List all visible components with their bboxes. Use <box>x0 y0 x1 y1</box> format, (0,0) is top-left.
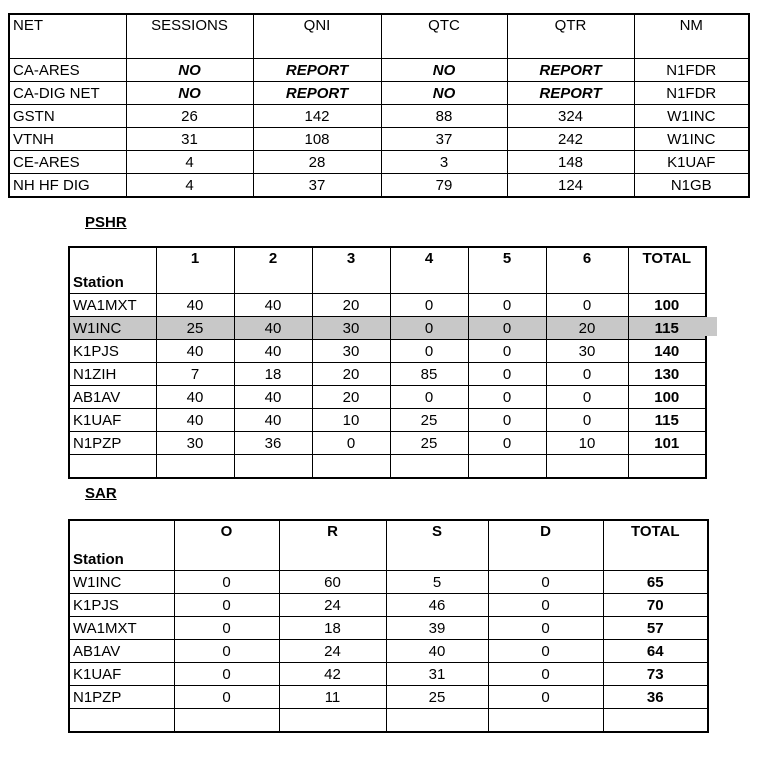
table-cell: 0 <box>174 617 279 640</box>
table-cell: 20 <box>312 386 390 409</box>
table-cell: 4 <box>126 151 253 174</box>
table-cell: 40 <box>156 294 234 317</box>
table-cell: 28 <box>253 151 381 174</box>
table-cell: 25 <box>386 686 488 709</box>
table-cell: 108 <box>253 128 381 151</box>
table-cell: CA-DIG NET <box>9 82 126 105</box>
table-cell: 20 <box>312 363 390 386</box>
pshr-header-1: 1 <box>156 247 234 294</box>
table-cell: 0 <box>488 640 603 663</box>
table-cell: 0 <box>488 617 603 640</box>
pshr-header-6: 6 <box>546 247 628 294</box>
table-cell: 0 <box>390 386 468 409</box>
table-row <box>69 617 708 640</box>
table-cell: 142 <box>253 105 381 128</box>
table-cell: 242 <box>507 128 634 151</box>
sar-header-station: Station <box>69 520 174 571</box>
table-cell: 36 <box>603 686 708 709</box>
table-cell: 0 <box>488 594 603 617</box>
pshr-table-header-row <box>69 247 706 294</box>
table-cell: 148 <box>507 151 634 174</box>
table-cell: 0 <box>312 432 390 455</box>
table-row <box>69 409 706 432</box>
net-table-header-net: NET <box>9 14 126 59</box>
table-row <box>69 640 708 663</box>
table-cell: 0 <box>468 409 546 432</box>
table-cell: 0 <box>488 571 603 594</box>
table-cell: W1INC <box>634 105 749 128</box>
table-cell: 0 <box>546 409 628 432</box>
table-cell: 30 <box>312 317 390 340</box>
row-highlight-overflow <box>705 317 717 336</box>
table-cell: 0 <box>488 686 603 709</box>
table-cell: K1PJS <box>69 340 156 363</box>
table-cell: GSTN <box>9 105 126 128</box>
table-cell: NO <box>381 59 507 82</box>
pshr-header-station: Station <box>69 247 156 294</box>
table-cell: 101 <box>628 432 706 455</box>
table-cell: 31 <box>386 663 488 686</box>
table-cell: 0 <box>174 640 279 663</box>
table-cell: 24 <box>279 594 386 617</box>
table-cell: NO <box>126 82 253 105</box>
table-cell: 115 <box>628 409 706 432</box>
table-cell: N1PZP <box>69 686 174 709</box>
table-row <box>9 82 749 105</box>
table-cell: 26 <box>126 105 253 128</box>
table-cell: 0 <box>546 363 628 386</box>
table-cell <box>468 455 546 479</box>
pshr-header-3: 3 <box>312 247 390 294</box>
table-cell: 42 <box>279 663 386 686</box>
table-row <box>69 686 708 709</box>
sar-header-s: S <box>386 520 488 571</box>
table-cell: 0 <box>174 571 279 594</box>
pshr-table <box>68 246 707 479</box>
table-cell: 57 <box>603 617 708 640</box>
table-cell: K1UAF <box>69 409 156 432</box>
table-cell: 11 <box>279 686 386 709</box>
table-cell: 7 <box>156 363 234 386</box>
table-row <box>9 128 749 151</box>
table-cell: 37 <box>381 128 507 151</box>
table-cell: 0 <box>546 386 628 409</box>
table-cell: NO <box>126 59 253 82</box>
table-row <box>69 363 706 386</box>
pshr-header-2: 2 <box>234 247 312 294</box>
table-cell: 73 <box>603 663 708 686</box>
table-cell: 10 <box>546 432 628 455</box>
table-cell: 100 <box>628 386 706 409</box>
table-cell: 3 <box>381 151 507 174</box>
table-cell <box>603 709 708 733</box>
table-cell <box>174 709 279 733</box>
net-table-header-sessions: SESSIONS <box>126 14 253 59</box>
table-row <box>69 386 706 409</box>
table-cell: REPORT <box>253 82 381 105</box>
table-cell: WA1MXT <box>69 617 174 640</box>
net-table-header-row <box>9 14 749 59</box>
table-cell: 100 <box>628 294 706 317</box>
table-cell: 31 <box>126 128 253 151</box>
table-cell: 40 <box>234 340 312 363</box>
table-cell: 24 <box>279 640 386 663</box>
table-row <box>9 105 749 128</box>
table-cell: REPORT <box>507 82 634 105</box>
table-cell: K1UAF <box>69 663 174 686</box>
table-cell: 30 <box>312 340 390 363</box>
table-cell: 0 <box>174 686 279 709</box>
table-cell: 25 <box>390 409 468 432</box>
table-cell: K1PJS <box>69 594 174 617</box>
table-cell: 79 <box>381 174 507 198</box>
table-row <box>69 594 708 617</box>
table-cell: 0 <box>468 432 546 455</box>
table-cell: 0 <box>390 317 468 340</box>
table-cell: AB1AV <box>69 640 174 663</box>
pshr-header-total: TOTAL <box>628 247 706 294</box>
table-cell: 0 <box>488 663 603 686</box>
table-cell: 10 <box>312 409 390 432</box>
table-cell: 124 <box>507 174 634 198</box>
table-row <box>69 432 706 455</box>
table-cell: 140 <box>628 340 706 363</box>
table-cell: N1PZP <box>69 432 156 455</box>
table-cell: 30 <box>156 432 234 455</box>
sar-header-r: R <box>279 520 386 571</box>
table-cell: 0 <box>468 386 546 409</box>
table-cell: W1INC <box>69 571 174 594</box>
table-cell: NH HF DIG <box>9 174 126 198</box>
table-cell: 64 <box>603 640 708 663</box>
pshr-heading: PSHR <box>85 214 127 231</box>
table-cell <box>234 455 312 479</box>
table-cell: 40 <box>234 317 312 340</box>
table-row <box>69 317 706 340</box>
net-table-header-qni: QNI <box>253 14 381 59</box>
table-cell: 36 <box>234 432 312 455</box>
sar-table-header-row <box>69 520 708 571</box>
table-cell: 130 <box>628 363 706 386</box>
table-cell: REPORT <box>253 59 381 82</box>
sar-heading: SAR <box>85 485 117 502</box>
table-row <box>69 340 706 363</box>
table-cell: 39 <box>386 617 488 640</box>
table-cell: 30 <box>546 340 628 363</box>
table-cell <box>386 709 488 733</box>
table-cell: 0 <box>174 663 279 686</box>
table-cell: 0 <box>546 294 628 317</box>
table-cell: 25 <box>156 317 234 340</box>
table-cell: 20 <box>312 294 390 317</box>
sar-header-total: TOTAL <box>603 520 708 571</box>
table-cell: 40 <box>234 409 312 432</box>
table-cell: W1INC <box>69 317 156 340</box>
table-cell <box>69 709 174 733</box>
table-cell: 0 <box>468 363 546 386</box>
table-cell: 4 <box>126 174 253 198</box>
table-cell: NO <box>381 82 507 105</box>
table-cell: 70 <box>603 594 708 617</box>
table-cell: 40 <box>156 386 234 409</box>
pshr-header-4: 4 <box>390 247 468 294</box>
table-cell: WA1MXT <box>69 294 156 317</box>
table-cell: 40 <box>386 640 488 663</box>
table-cell: 0 <box>174 594 279 617</box>
table-cell: 40 <box>234 386 312 409</box>
pshr-header-5: 5 <box>468 247 546 294</box>
table-cell: 85 <box>390 363 468 386</box>
table-cell: 25 <box>390 432 468 455</box>
sar-header-o: O <box>174 520 279 571</box>
table-cell: 20 <box>546 317 628 340</box>
sar-table <box>68 519 709 733</box>
table-cell: 0 <box>468 340 546 363</box>
table-cell: 88 <box>381 105 507 128</box>
table-cell: 18 <box>234 363 312 386</box>
net-table-header-nm: NM <box>634 14 749 59</box>
table-cell: 5 <box>386 571 488 594</box>
table-row <box>9 174 749 198</box>
table-row <box>69 663 708 686</box>
table-row <box>69 294 706 317</box>
table-cell: N1FDR <box>634 59 749 82</box>
table-cell <box>279 709 386 733</box>
table-cell: N1ZIH <box>69 363 156 386</box>
table-cell: REPORT <box>507 59 634 82</box>
table-cell: 0 <box>390 340 468 363</box>
table-cell: 0 <box>468 317 546 340</box>
table-cell: 40 <box>234 294 312 317</box>
table-row <box>69 709 708 733</box>
table-cell: N1GB <box>634 174 749 198</box>
net-summary-table <box>8 13 750 198</box>
table-row <box>69 455 706 479</box>
table-cell: 37 <box>253 174 381 198</box>
table-cell: 46 <box>386 594 488 617</box>
table-cell: 60 <box>279 571 386 594</box>
table-cell <box>628 455 706 479</box>
table-cell <box>488 709 603 733</box>
table-row <box>9 59 749 82</box>
table-cell: K1UAF <box>634 151 749 174</box>
table-cell: 40 <box>156 340 234 363</box>
table-cell: 18 <box>279 617 386 640</box>
table-cell: VTNH <box>9 128 126 151</box>
net-table-header-qtr: QTR <box>507 14 634 59</box>
table-cell <box>390 455 468 479</box>
sar-header-d: D <box>488 520 603 571</box>
net-table-header-qtc: QTC <box>381 14 507 59</box>
table-cell: CA-ARES <box>9 59 126 82</box>
table-row <box>69 571 708 594</box>
table-cell: AB1AV <box>69 386 156 409</box>
table-cell: 65 <box>603 571 708 594</box>
table-cell <box>69 455 156 479</box>
table-cell: 0 <box>468 294 546 317</box>
table-row <box>9 151 749 174</box>
table-cell <box>312 455 390 479</box>
table-cell: W1INC <box>634 128 749 151</box>
table-cell: N1FDR <box>634 82 749 105</box>
table-cell: CE-ARES <box>9 151 126 174</box>
table-cell: 324 <box>507 105 634 128</box>
table-cell: 0 <box>390 294 468 317</box>
table-cell <box>546 455 628 479</box>
table-cell: 115 <box>628 317 706 340</box>
table-cell <box>156 455 234 479</box>
table-cell: 40 <box>156 409 234 432</box>
